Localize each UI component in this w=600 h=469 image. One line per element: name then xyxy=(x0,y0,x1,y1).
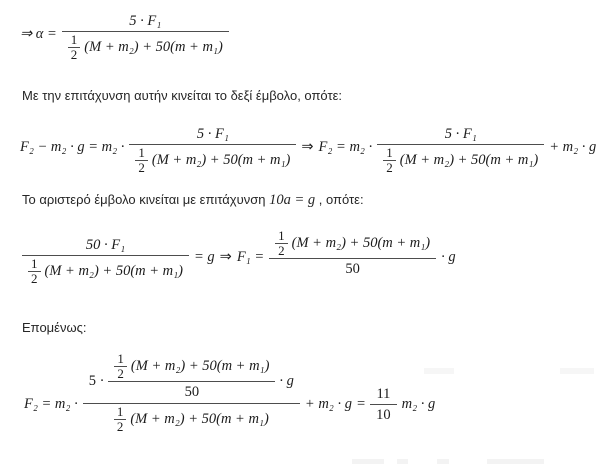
denominator xyxy=(62,31,229,62)
paragraph-left-piston xyxy=(22,192,364,209)
eq1-lead: ⇒ α = xyxy=(20,25,57,42)
faint-artifact xyxy=(397,459,408,464)
fraction-eleven-tenths xyxy=(370,384,397,425)
numerator: 5 · F₁ xyxy=(444,126,477,142)
numerator: 5 · F₁ xyxy=(129,13,162,29)
denominator xyxy=(377,144,544,175)
numerator: 5 · F₁ xyxy=(196,126,229,142)
fraction-one-half xyxy=(114,405,127,433)
paragraph-left-piston-text: Το αριστερό έμβολο κινείται με επιτάχυνση xyxy=(22,192,270,207)
eq2-tail: + m₂ · g xyxy=(549,138,597,155)
eq4-lead: F₂ = m₂ · xyxy=(24,396,78,413)
denominator xyxy=(129,144,296,175)
equation-alpha xyxy=(20,8,229,62)
eq4-result-term: m₂ · g xyxy=(401,396,436,413)
implies-arrow: ⇒ xyxy=(301,138,314,155)
fraction xyxy=(22,235,189,286)
faint-artifact xyxy=(560,368,594,374)
fraction-one-half xyxy=(114,352,127,380)
fraction-one-half xyxy=(275,229,288,257)
paragraph-therefore: Επομένως: xyxy=(22,320,87,335)
factor-five: 5 · xyxy=(88,372,105,389)
fraction xyxy=(62,11,229,62)
faint-artifact xyxy=(437,459,449,464)
half-denominator: 2 xyxy=(383,160,396,175)
half-numerator: 1 xyxy=(116,404,124,420)
big-fraction xyxy=(83,350,300,435)
numerator: 11 xyxy=(376,385,391,402)
numerator xyxy=(269,228,436,258)
times-g: · g xyxy=(441,248,456,265)
denominator: 50 xyxy=(269,258,436,279)
half-denominator: 2 xyxy=(135,160,148,175)
half-denominator: 2 xyxy=(114,419,127,434)
half-denominator: 2 xyxy=(114,366,127,381)
equals-sign: = xyxy=(356,396,366,413)
equals-g: = g xyxy=(194,248,215,265)
half-numerator: 1 xyxy=(117,351,124,366)
equation-final-result xyxy=(24,350,435,435)
expression-group: (M + m₂) + 50(m + m₁) xyxy=(44,263,183,280)
half-numerator: 1 xyxy=(31,256,38,272)
eq3-rhs-lead: F₁ = xyxy=(236,248,265,265)
implies-arrow: ⇒ xyxy=(219,248,232,265)
expression-group: (M + m₂) + 50(m + m₁) xyxy=(291,235,431,252)
expression-group: (M + m₂) + 50(m + m₁) xyxy=(130,358,270,375)
half-numerator: 1 xyxy=(386,145,393,161)
expression-group: (M + m₂) + 50(m + m₁) xyxy=(84,39,223,56)
eq2-lead: F₂ − m₂ · g = m₂ · xyxy=(20,138,125,155)
paragraph-left-piston-tail: , οπότε: xyxy=(315,192,364,207)
fraction xyxy=(129,124,296,175)
faint-artifact xyxy=(424,368,454,374)
faint-artifact xyxy=(487,459,544,464)
equation-f2-derivation xyxy=(20,121,597,175)
half-numerator: 1 xyxy=(278,228,285,243)
expression-group: (M + m₂) + 50(m + m₁) xyxy=(399,152,539,169)
denominator xyxy=(83,403,300,434)
fraction-one-half xyxy=(135,146,148,174)
fraction xyxy=(377,124,544,175)
fraction-one-half xyxy=(383,146,396,174)
eq2-rhs-lead: F₂ = m₂ · xyxy=(318,138,373,155)
inline-math-10a-g: 10a = g xyxy=(269,192,316,208)
inner-fraction xyxy=(108,351,275,402)
denominator: 10 xyxy=(370,404,397,425)
fraction-one-half xyxy=(68,33,81,61)
half-denominator: 2 xyxy=(68,47,81,62)
numerator: 50 · F₁ xyxy=(85,237,126,253)
half-numerator: 1 xyxy=(70,32,78,48)
denominator xyxy=(22,255,189,286)
inner-numerator xyxy=(108,351,275,381)
eq4-plus-term: + m₂ · g xyxy=(304,396,352,413)
expression-group: (M + m₂) + 50(m + m₁) xyxy=(151,152,291,169)
expression-group: (M + m₂) + 50(m + m₁) xyxy=(130,411,269,428)
inner-denominator: 50 xyxy=(108,381,275,402)
faint-artifact xyxy=(352,459,384,464)
half-denominator: 2 xyxy=(275,243,288,258)
numerator xyxy=(83,350,300,403)
paragraph-right-piston: Με την επιτάχυνση αυτήν κινείται το δεξί έμβολο, οπότε: xyxy=(22,88,343,103)
half-numerator: 1 xyxy=(138,145,145,161)
times-g: · g xyxy=(279,372,294,389)
half-denominator: 2 xyxy=(28,271,41,286)
fraction xyxy=(269,228,436,279)
fraction-one-half xyxy=(28,257,41,285)
equation-f1-derivation xyxy=(22,228,456,286)
